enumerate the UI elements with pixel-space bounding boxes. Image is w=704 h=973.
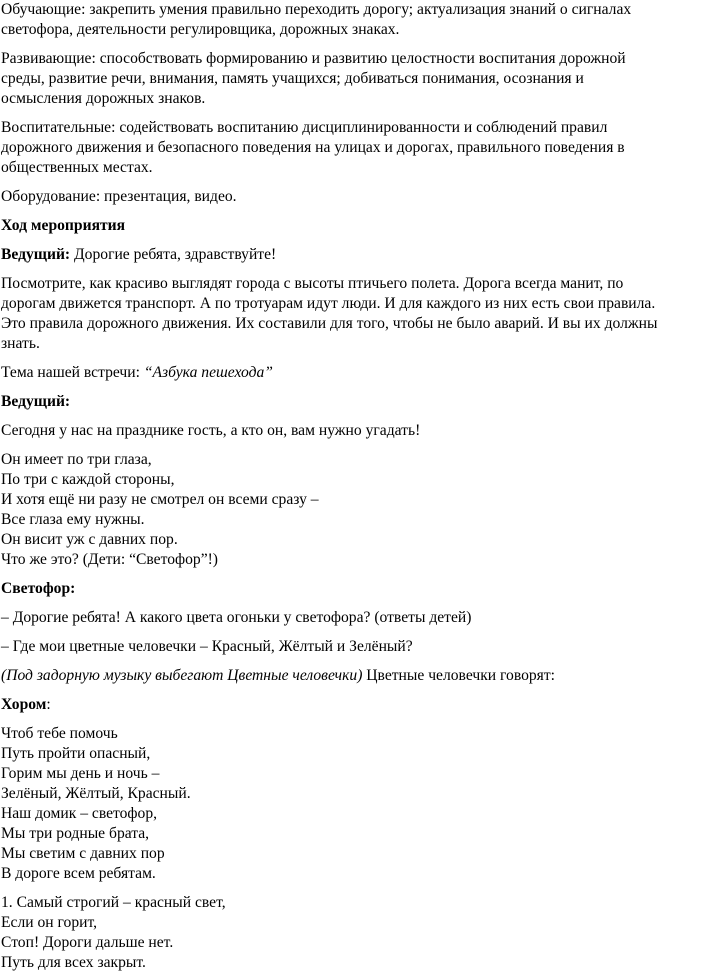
objective-educational [1,118,703,178]
chorus-poem [1,724,703,884]
poem-line: Он висит уж с давних пор. [1,531,178,548]
event-heading: Ход мероприятия [1,217,126,234]
guest-line: Сегодня у нас на празднике гость, а кто он, вам нужно угадать! [1,422,421,439]
poem-line: Путь пройти опасный, [1,745,151,762]
text-line: Развивающие: способствовать формированию и развитию целостности воспитания дорожной [1,50,626,67]
equipment-line: Оборудование: презентация, видео. [1,188,237,205]
poem-line: Что же это? (Дети: “Светофор”!) [1,551,219,568]
poem-line: Стоп! Дороги дальше нет. [1,934,174,951]
text-line: знать. [1,335,40,352]
text-line: Это правила дорожного движения. Их составили для того, чтобы не было аварий. И вы их должны [1,315,658,332]
host-greeting: Ведущий: Дорогие ребята, здравствуйте! [1,246,277,263]
poem-line: Наш домик – светофор, [1,805,158,822]
intro-paragraph [1,274,703,354]
text-line: дорожного движения и безопасного поведения на улицах и дорогах, правильного поведения в [1,139,625,156]
poem-line: 1. Самый строгий – красный свет, [1,894,226,911]
traffic-light-line-2: – Где мои цветные человечки – Красный, Жёлтый и Зелёный? [1,638,413,655]
poem-line: Мы три родные брата, [1,825,150,842]
poem-line: Путь для всех закрыт. [1,954,146,971]
poem-line: Если он горит, [1,914,97,931]
stage-direction-line: (Под задорную музыку выбегают Цветные человечки) Цветные человечки говорят: [1,667,555,684]
verse-1 [1,893,703,973]
riddle-poem [1,450,703,570]
text-line: Воспитательные: содействовать воспитанию дисциплинированности и соблюдений правил [1,119,608,136]
poem-line: Все глаза ему нужны. [1,511,145,528]
stage-direction: (Под задорную музыку выбегают Цветные человечки) [1,667,363,684]
topic-title: “Азбука пешехода” [143,364,273,381]
host-label: Ведущий: [1,246,71,263]
poem-line: В дороге всем ребятам. [1,865,156,882]
text-line: дорогам движется транспорт. А по тротуарам идут люди. И для каждого из них есть свои правила. [1,295,656,312]
text-line: светофора, деятельности регулировщика, дорожных знаках. [1,21,400,38]
text-line: Обучающие: закрепить умения правильно переходить дорогу; актуализация знаний о сигналах [1,1,632,18]
traffic-light-line-1: – Дорогие ребята! А какого цвета огоньки у светофора? (ответы детей) [1,609,472,626]
text-line: среды, развитие речи, внимания, память учащихся; добиваться понимания, осознания и [1,70,584,87]
host-label-2: Ведущий: [1,393,71,410]
poem-line: По три с каждой стороны, [1,471,175,488]
text-line: общественных местах. [1,159,153,176]
poem-line: И хотя ещё ни разу не смотрел он всеми сразу – [1,491,319,508]
topic-line: Тема нашей встречи: “Азбука пешехода” [1,364,273,381]
poem-line: Чтоб тебе помочь [1,725,118,742]
text-line: осмысления дорожных знаков. [1,90,206,107]
chorus-label: Хором: [1,696,51,713]
poem-line: Горим мы день и ночь – [1,765,160,782]
poem-line: Зелёный, Жёлтый, Красный. [1,785,191,802]
poem-line: Мы светим с давних пор [1,845,165,862]
text-line: Посмотрите, как красиво выглядят города с высоты птичьего полета. Дорога всегда манит, по [1,275,624,292]
traffic-light-label: Светофор: [1,580,76,597]
objective-teaching [1,0,703,40]
objective-developing [1,49,703,109]
poem-line: Он имеет по три глаза, [1,451,152,468]
